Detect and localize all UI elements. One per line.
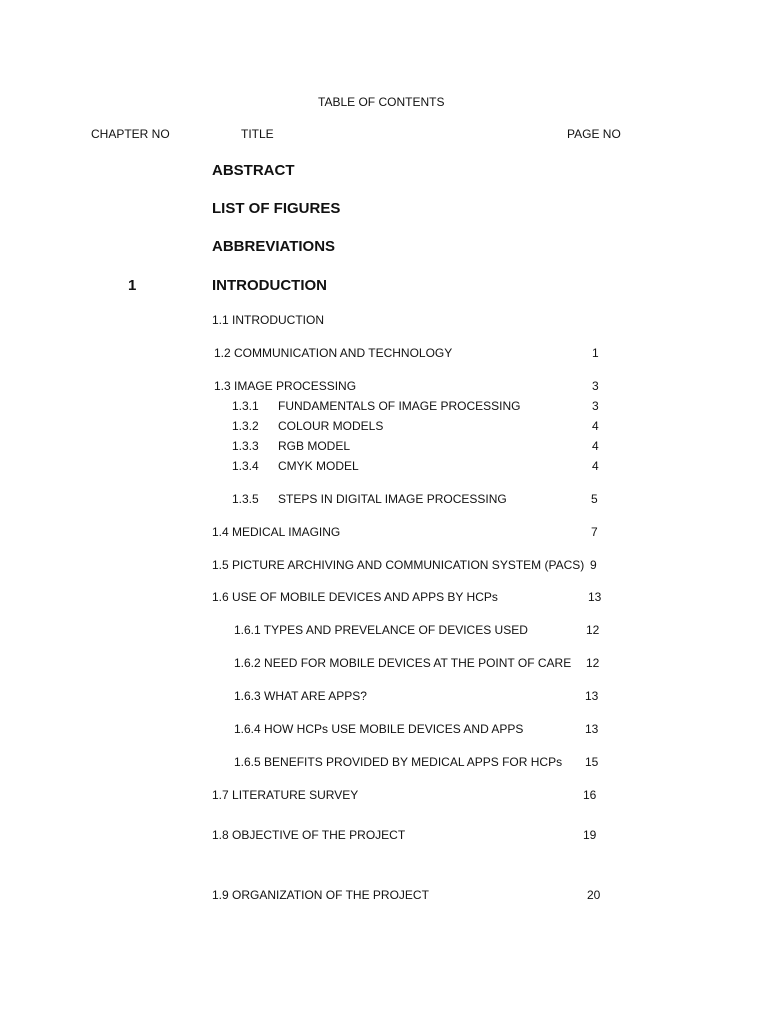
entry-page: 3	[592, 399, 599, 413]
entry-page: 7	[591, 525, 598, 539]
front-matter-abbreviations: ABBREVIATIONS	[212, 238, 336, 255]
chapter-title: INTRODUCTION	[212, 277, 327, 294]
entry-title: 1.6.3 WHAT ARE APPS?	[234, 689, 367, 703]
entry-page: 3	[592, 379, 599, 393]
entry-title: 1.6.4 HOW HCPs USE MOBILE DEVICES AND APPS	[234, 722, 524, 736]
entry-title: 1.1 INTRODUCTION	[212, 313, 325, 327]
entry-page: 19	[583, 828, 597, 842]
entry-title: 1.6.1 TYPES AND PREVELANCE OF DEVICES USED	[234, 623, 528, 637]
subentry-title: FUNDAMENTALS OF IMAGE PROCESSING	[278, 399, 521, 413]
subentry-title: RGB MODEL	[278, 439, 351, 453]
title-header: TITLE	[241, 127, 274, 141]
entry-page: 20	[587, 888, 601, 902]
subentry-title: COLOUR MODELS	[278, 419, 384, 433]
subentry-title: STEPS IN DIGITAL IMAGE PROCESSING	[278, 492, 507, 506]
entry-page: 13	[585, 722, 599, 736]
entry-title: 1.6.5 BENEFITS PROVIDED BY MEDICAL APPS FOR HCPs	[234, 755, 563, 769]
chapter-no-header: CHAPTER NO	[91, 127, 170, 141]
entry-page: 4	[592, 419, 599, 433]
toc-title: TABLE OF CONTENTS	[318, 95, 445, 109]
page-no-header: PAGE NO	[567, 127, 621, 141]
entry-title: 1.8 OBJECTIVE OF THE PROJECT	[212, 828, 406, 842]
subentry-number: 1.3.5	[232, 492, 259, 506]
entry-page: 15	[585, 755, 599, 769]
subentry-number: 1.3.1	[232, 399, 259, 413]
entry-page: 4	[592, 439, 599, 453]
subentry-number: 1.3.2	[232, 419, 259, 433]
front-matter-abstract: ABSTRACT	[212, 162, 295, 179]
entry-page: 12	[586, 623, 600, 637]
entry-page: 13	[585, 689, 599, 703]
entry-page: 4	[592, 459, 599, 473]
entry-title: 1.6.2 NEED FOR MOBILE DEVICES AT THE POINT OF CARE	[234, 656, 572, 670]
entry-page: 9	[590, 558, 597, 572]
entry-title: 1.3 IMAGE PROCESSING	[214, 379, 357, 393]
subentry-title: CMYK MODEL	[278, 459, 359, 473]
entry-page: 12	[586, 656, 600, 670]
entry-title: 1.9 ORGANIZATION OF THE PROJECT	[212, 888, 429, 902]
entry-page: 5	[591, 492, 598, 506]
entry-page: 16	[583, 788, 597, 802]
entry-title: 1.2 COMMUNICATION AND TECHNOLOGY	[214, 346, 453, 360]
entry-title: 1.5 PICTURE ARCHIVING AND COMMUNICATION SYSTEM (PACS)	[212, 558, 585, 572]
subentry-number: 1.3.4	[232, 459, 259, 473]
entry-title: 1.4 MEDICAL IMAGING	[212, 525, 341, 539]
entry-page: 13	[588, 590, 602, 604]
subentry-number: 1.3.3	[232, 439, 259, 453]
entry-title: 1.6 USE OF MOBILE DEVICES AND APPS BY HCPs	[212, 590, 498, 604]
front-matter-list-of-figures: LIST OF FIGURES	[212, 200, 341, 217]
entry-page: 1	[592, 346, 599, 360]
entry-title: 1.7 LITERATURE SURVEY	[212, 788, 359, 802]
chapter-number: 1	[128, 277, 137, 294]
